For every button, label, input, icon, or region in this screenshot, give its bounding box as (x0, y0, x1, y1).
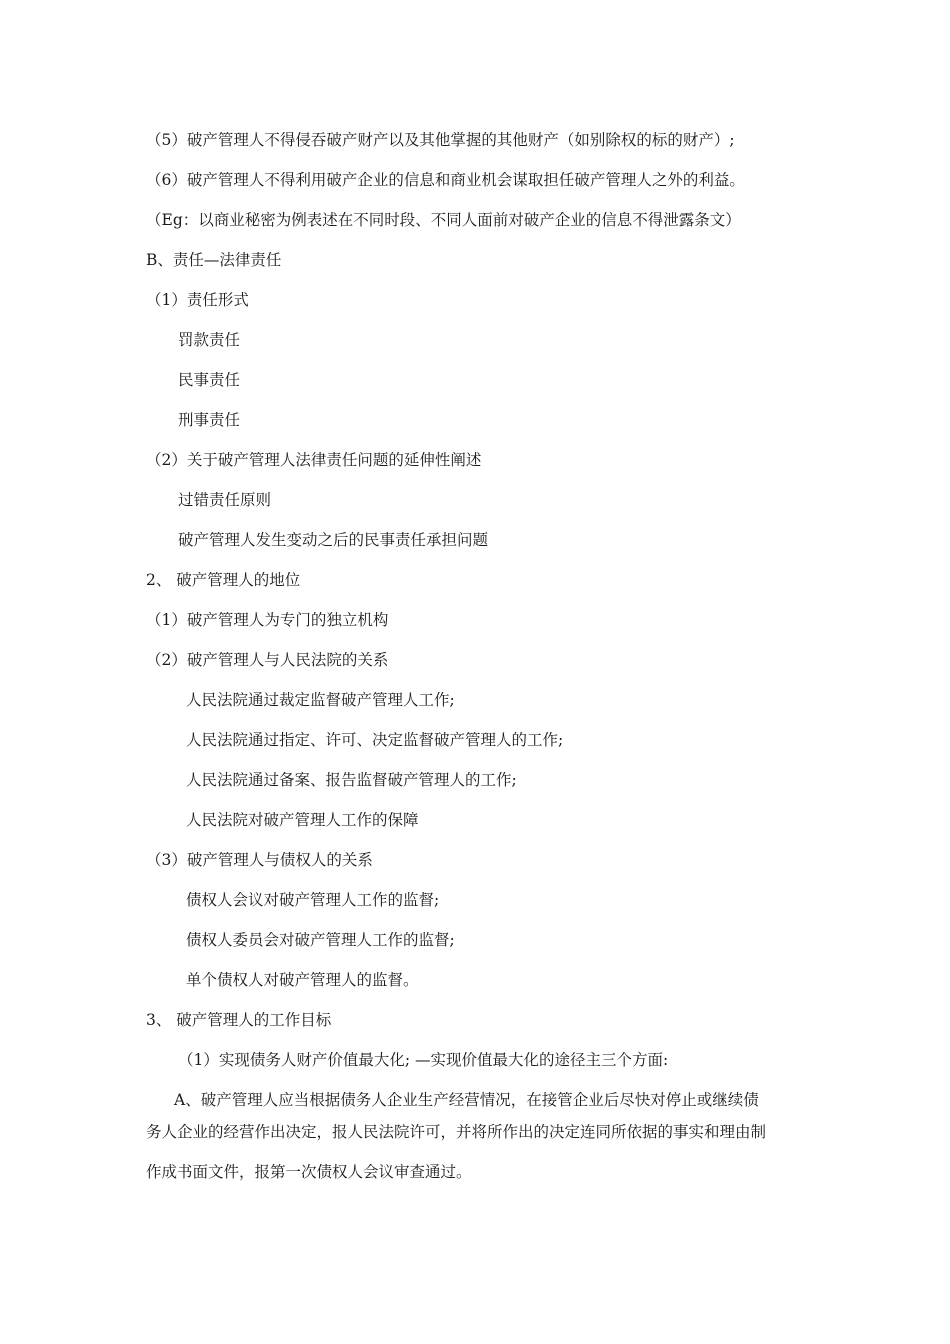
section-heading: 2、 破产管理人的地位 (146, 571, 301, 589)
list-item: 人民法院通过指定、许可、决定监督破产管理人的工作; (186, 731, 564, 749)
list-item: 民事责任 (178, 371, 241, 389)
list-item: 债权人委员会对破产管理人工作的监督; (186, 931, 455, 949)
paragraph-line: 作成书面文件，报第一次债权人会议审查通过。 (146, 1163, 472, 1181)
list-item: 人民法院通过备案、报告监督破产管理人的工作; (186, 771, 517, 789)
list-item: 债权人会议对破产管理人工作的监督; (186, 891, 440, 909)
subsection-heading: （1）责任形式 (146, 291, 249, 309)
list-item: 过错责任原则 (178, 491, 272, 509)
subsection-heading: （2）关于破产管理人法律责任问题的延伸性阐述 (146, 451, 482, 469)
section-heading: B、责任—法律责任 (146, 251, 282, 269)
text-line: （Eg：以商业秘密为例表述在不同时段、不同人面前对破产企业的信息不得泄露条文） (146, 211, 741, 229)
list-item: 人民法院对破产管理人工作的保障 (186, 811, 419, 829)
document-body (146, 128, 816, 1200)
list-item: 罚款责任 (178, 331, 241, 349)
text-line: （5）破产管理人不得侵吞破产财产以及其他掌握的其他财产（如别除权的标的财产）; (146, 131, 735, 149)
subsection-heading: （2）破产管理人与人民法院的关系 (146, 651, 389, 669)
subsection-heading: （1）破产管理人为专门的独立机构 (146, 611, 389, 629)
paragraph-line: 务人企业的经营作出决定，报人民法院许可，并将所作出的决定连同所依据的事实和理由制 (146, 1123, 767, 1141)
list-item: 单个债权人对破产管理人的监督。 (186, 971, 419, 989)
text-line: （6）破产管理人不得利用破产企业的信息和商业机会谋取担任破产管理人之外的利益。 (146, 171, 745, 189)
list-item: 人民法院通过裁定监督破产管理人工作; (186, 691, 455, 709)
section-heading: 3、 破产管理人的工作目标 (146, 1011, 332, 1029)
paragraph-line: A、破产管理人应当根据债务人企业生产经营情况，在接管企业后尽快对停止或继续债 (174, 1091, 759, 1109)
list-item: 破产管理人发生变动之后的民事责任承担问题 (178, 531, 489, 549)
paragraph (146, 1080, 816, 1120)
subsection-heading: （3）破产管理人与债权人的关系 (146, 851, 373, 869)
subsection-heading: （1）实现债务人财产价值最大化; —实现价值最大化的途径主三个方面: (178, 1051, 669, 1069)
list-item: 刑事责任 (178, 411, 241, 429)
